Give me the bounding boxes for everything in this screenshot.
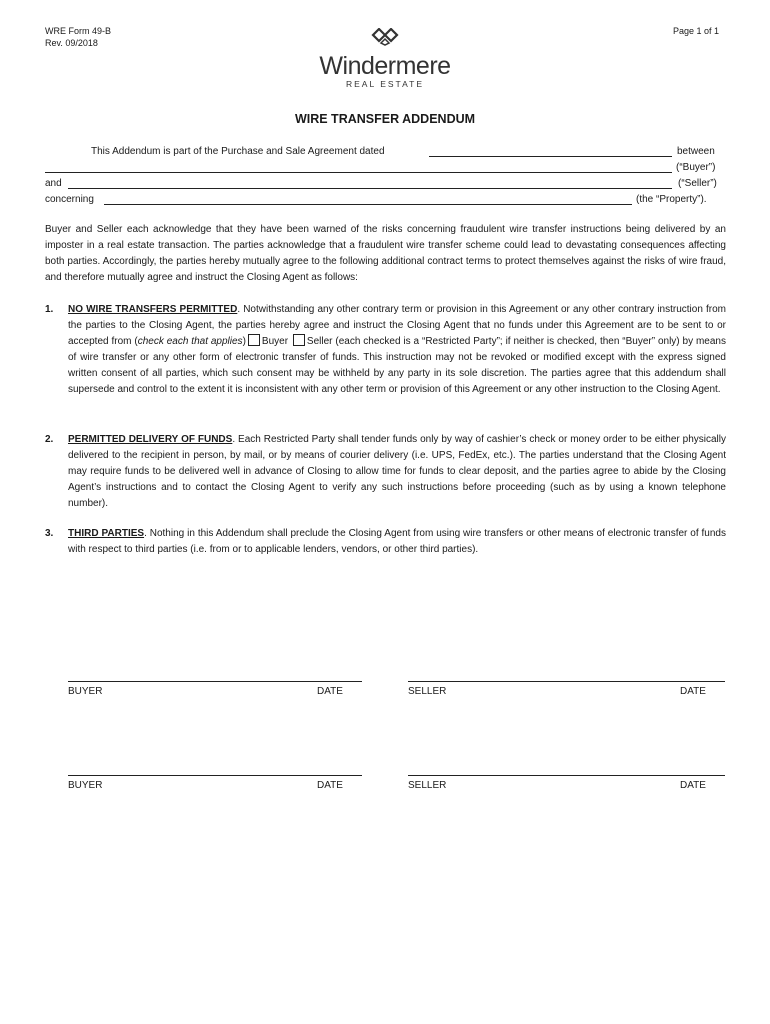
intro-text: This Addendum is part of the Purchase and Sale Agreement dated — [91, 146, 385, 157]
form-id: WRE Form 49-B — [45, 26, 112, 36]
logo-mark-icon — [370, 28, 400, 46]
section-3 — [68, 526, 726, 558]
preamble-paragraph: Buyer and Seller each acknowledge that they have been warned of the risks concerning fraudulent wire transfer instructions being delivered by an imposter in a real estate transaction. The parties acknowledge that a fraudulent wire transfer scheme could lead to devastating consequences affecting both parties. Accordingly, the parties hereby mutually agree to the following additional contract terms to protect themselves against the risks of wire fraud, and therefore mutually agree and instruct the Closing Agent as follows: — [45, 224, 726, 283]
agreement-date-field[interactable] — [429, 156, 672, 157]
section-1-number: 1. — [45, 304, 54, 315]
section-3-text: . Nothing in this Addendum shall preclude the Closing Agent from using wire transfers or other means of electronic transfer of funds with respect to third parties (i.e. from or to applicable lenders, vendors, or other third parties). — [68, 528, 726, 555]
section-1-text-a: . Notwithstanding any other contrary term or provision in this Agreement or any other contrary instruction from the parties to the Closing Agent, the parties hereby agree and instruct the Closing Agent that no funds under this Agreement are to be sent to or accepted from ( — [68, 304, 726, 347]
section-1-text-c: (each checked is a “Restricted Party”; if neither is checked, then “Buyer” only) by means of wire transfer or any other form of electronic transfer of funds. This instruction may not be revoked or modified except with the express signed written consent of all parties, which such consent may be withheld by any party in its sole discretion. The parties agree that this addendum shall supersede and control to the extent it is inconsistent with any other term or provision of this Agreement or any other instruction to the Closing Agent. — [68, 336, 726, 395]
page-number: Page 1 of 1 — [673, 26, 720, 36]
buyer-date-label-1: DATE — [317, 686, 343, 697]
seller-label-2: SELLER — [408, 780, 447, 791]
buyer-label-2: BUYER — [68, 780, 103, 791]
section-2-text: . Each Restricted Party shall tender funds only by way of cashier’s check or money order to be either physically delivered to the recipient in person, by mail, or by means of courier delivery (i.e. UPS, FedEx, etc.). The parties understand that the Closing Agent may require funds to be delivered well in advance of Closing to allow time for funds to clear deposit, and the parties agree to abide by the Closing Agent’s instructions and to contact the Closing Agent to verify any such instructions before proceeding (such as by using a known telephone number). — [68, 434, 726, 509]
seller-date-label-1: DATE — [680, 686, 706, 697]
section-3-number: 3. — [45, 528, 54, 539]
section-1-heading: NO WIRE TRANSFERS PERMITTED — [68, 304, 238, 315]
buyer-checkbox[interactable] — [248, 334, 260, 346]
buyer-tag: (“Buyer”) — [676, 162, 716, 173]
and-label: and — [45, 178, 62, 189]
seller-label-1: SELLER — [408, 686, 447, 697]
seller-tag: (“Seller”) — [678, 178, 717, 189]
seller-checkbox[interactable] — [293, 334, 305, 346]
property-field[interactable] — [104, 204, 632, 205]
logo-wordmark: Windermere — [319, 52, 451, 80]
seller-date-label-2: DATE — [680, 780, 706, 791]
buyer-label-1: BUYER — [68, 686, 103, 697]
section-2-number: 2. — [45, 434, 54, 445]
seller-name-field[interactable] — [68, 188, 672, 189]
buyer-option-label: Buyer — [261, 336, 289, 347]
section-1-italic: check each that applies — [137, 336, 243, 347]
concerning-label: concerning — [45, 194, 94, 205]
section-1 — [68, 302, 726, 398]
section-2-heading: PERMITTED DELIVERY OF FUNDS — [68, 434, 233, 445]
buyer-name-field[interactable] — [45, 172, 672, 173]
property-tag: (the “Property”). — [636, 194, 707, 205]
logo-subtitle: REAL ESTATE — [345, 79, 425, 89]
section-1-text-b: ) — [242, 336, 246, 347]
buyer-date-label-2: DATE — [317, 780, 343, 791]
seller-signature-line-1[interactable] — [408, 681, 725, 682]
windermere-logo — [300, 28, 470, 89]
document-title: WIRE TRANSFER ADDENDUM — [294, 112, 476, 126]
section-3-heading: THIRD PARTIES — [68, 528, 145, 539]
seller-signature-line-2[interactable] — [408, 775, 725, 776]
buyer-signature-line-1[interactable] — [68, 681, 362, 682]
section-2 — [68, 432, 726, 512]
buyer-signature-line-2[interactable] — [68, 775, 362, 776]
seller-option-label: Seller — [306, 336, 333, 347]
between-label: between — [677, 146, 715, 157]
form-revision: Rev. 09/2018 — [45, 38, 98, 48]
